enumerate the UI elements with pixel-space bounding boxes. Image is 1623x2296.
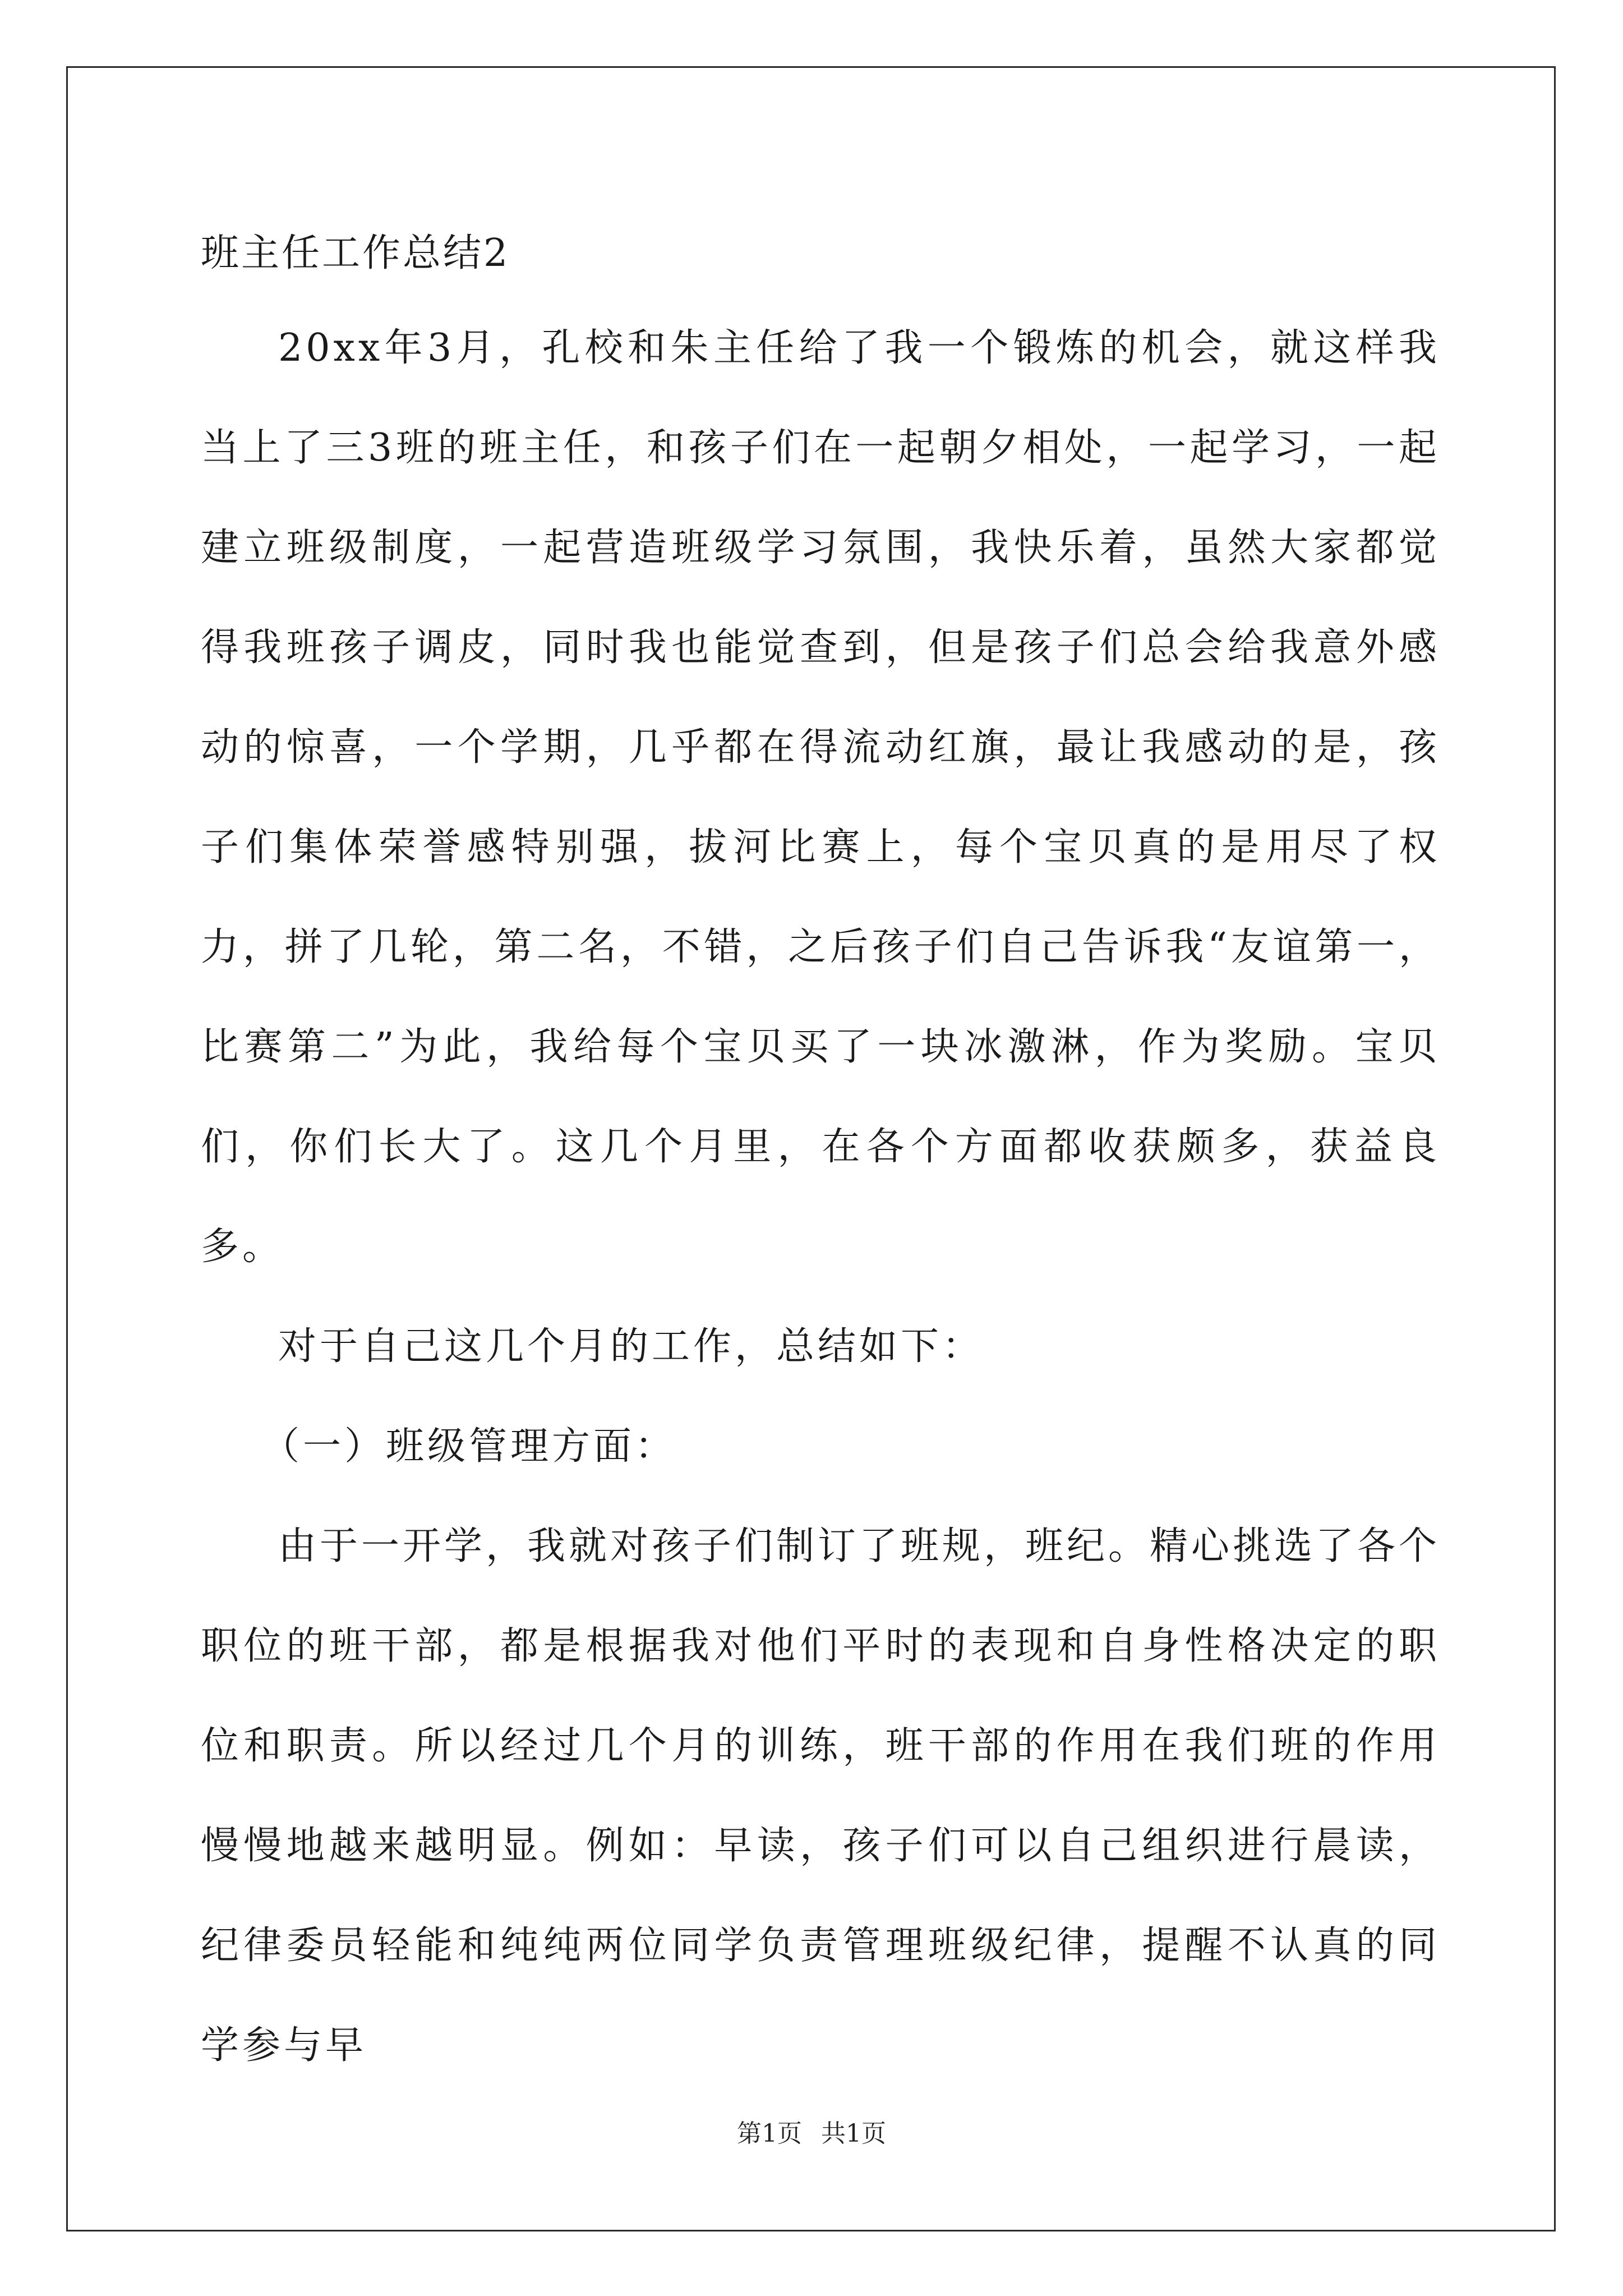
document-body — [201, 209, 1440, 2096]
paragraph-class-management: 由于一开学，我就对孩子们制订了班规，班纪。精心挑选了各个职位的班干部，都是根据我对他们平时的表现和自身性格决定的职位和职责。所以经过几个月的训练，班干部的作用在我们班的作用慢慢地越来越明显。例如：早读，孩子们可以自己组织进行晨读，纪律委员轻能和纯纯两位同学负责管理班级纪律，提醒不认真的同学参与早 — [201, 1524, 1441, 2068]
section-heading-class-management: （一）班级管理方面： — [261, 1424, 677, 1469]
page-number-total: 共1页 — [821, 2119, 886, 2148]
page-footer — [0, 2117, 1623, 2151]
page-number-current: 第1页 — [737, 2119, 802, 2148]
document-title: 班主任工作总结2 — [201, 231, 510, 275]
paragraph-summary-lead: 对于自己这几个月的工作，总结如下： — [278, 1324, 984, 1369]
paragraph-intro: 20xx年3月，孔校和朱主任给了我一个锻炼的机会，就这样我当上了三3班的班主任，和孩子们在一起朝夕相处，一起学习，一起建立班级制度，一起营造班级学习氛围，我快乐着，虽然大家都觉得我班孩子调皮，同时我也能觉查到，但是孩子们总会给我意外感动的惊喜，一个学期，几乎都在得流动红旗，最让我感动的是，孩子们集体荣誉感特别强，拔河比赛上，每个宝贝真的是用尽了权力，拼了几轮，第二名，不错，之后孩子们自己告诉我“友谊第一，比赛第二”为此，我给每个宝贝买了一块冰激淋，作为奖励。宝贝们，你们长大了。这几个月里，在各个方面都收获颇多，获益良多。 — [201, 326, 1440, 1269]
